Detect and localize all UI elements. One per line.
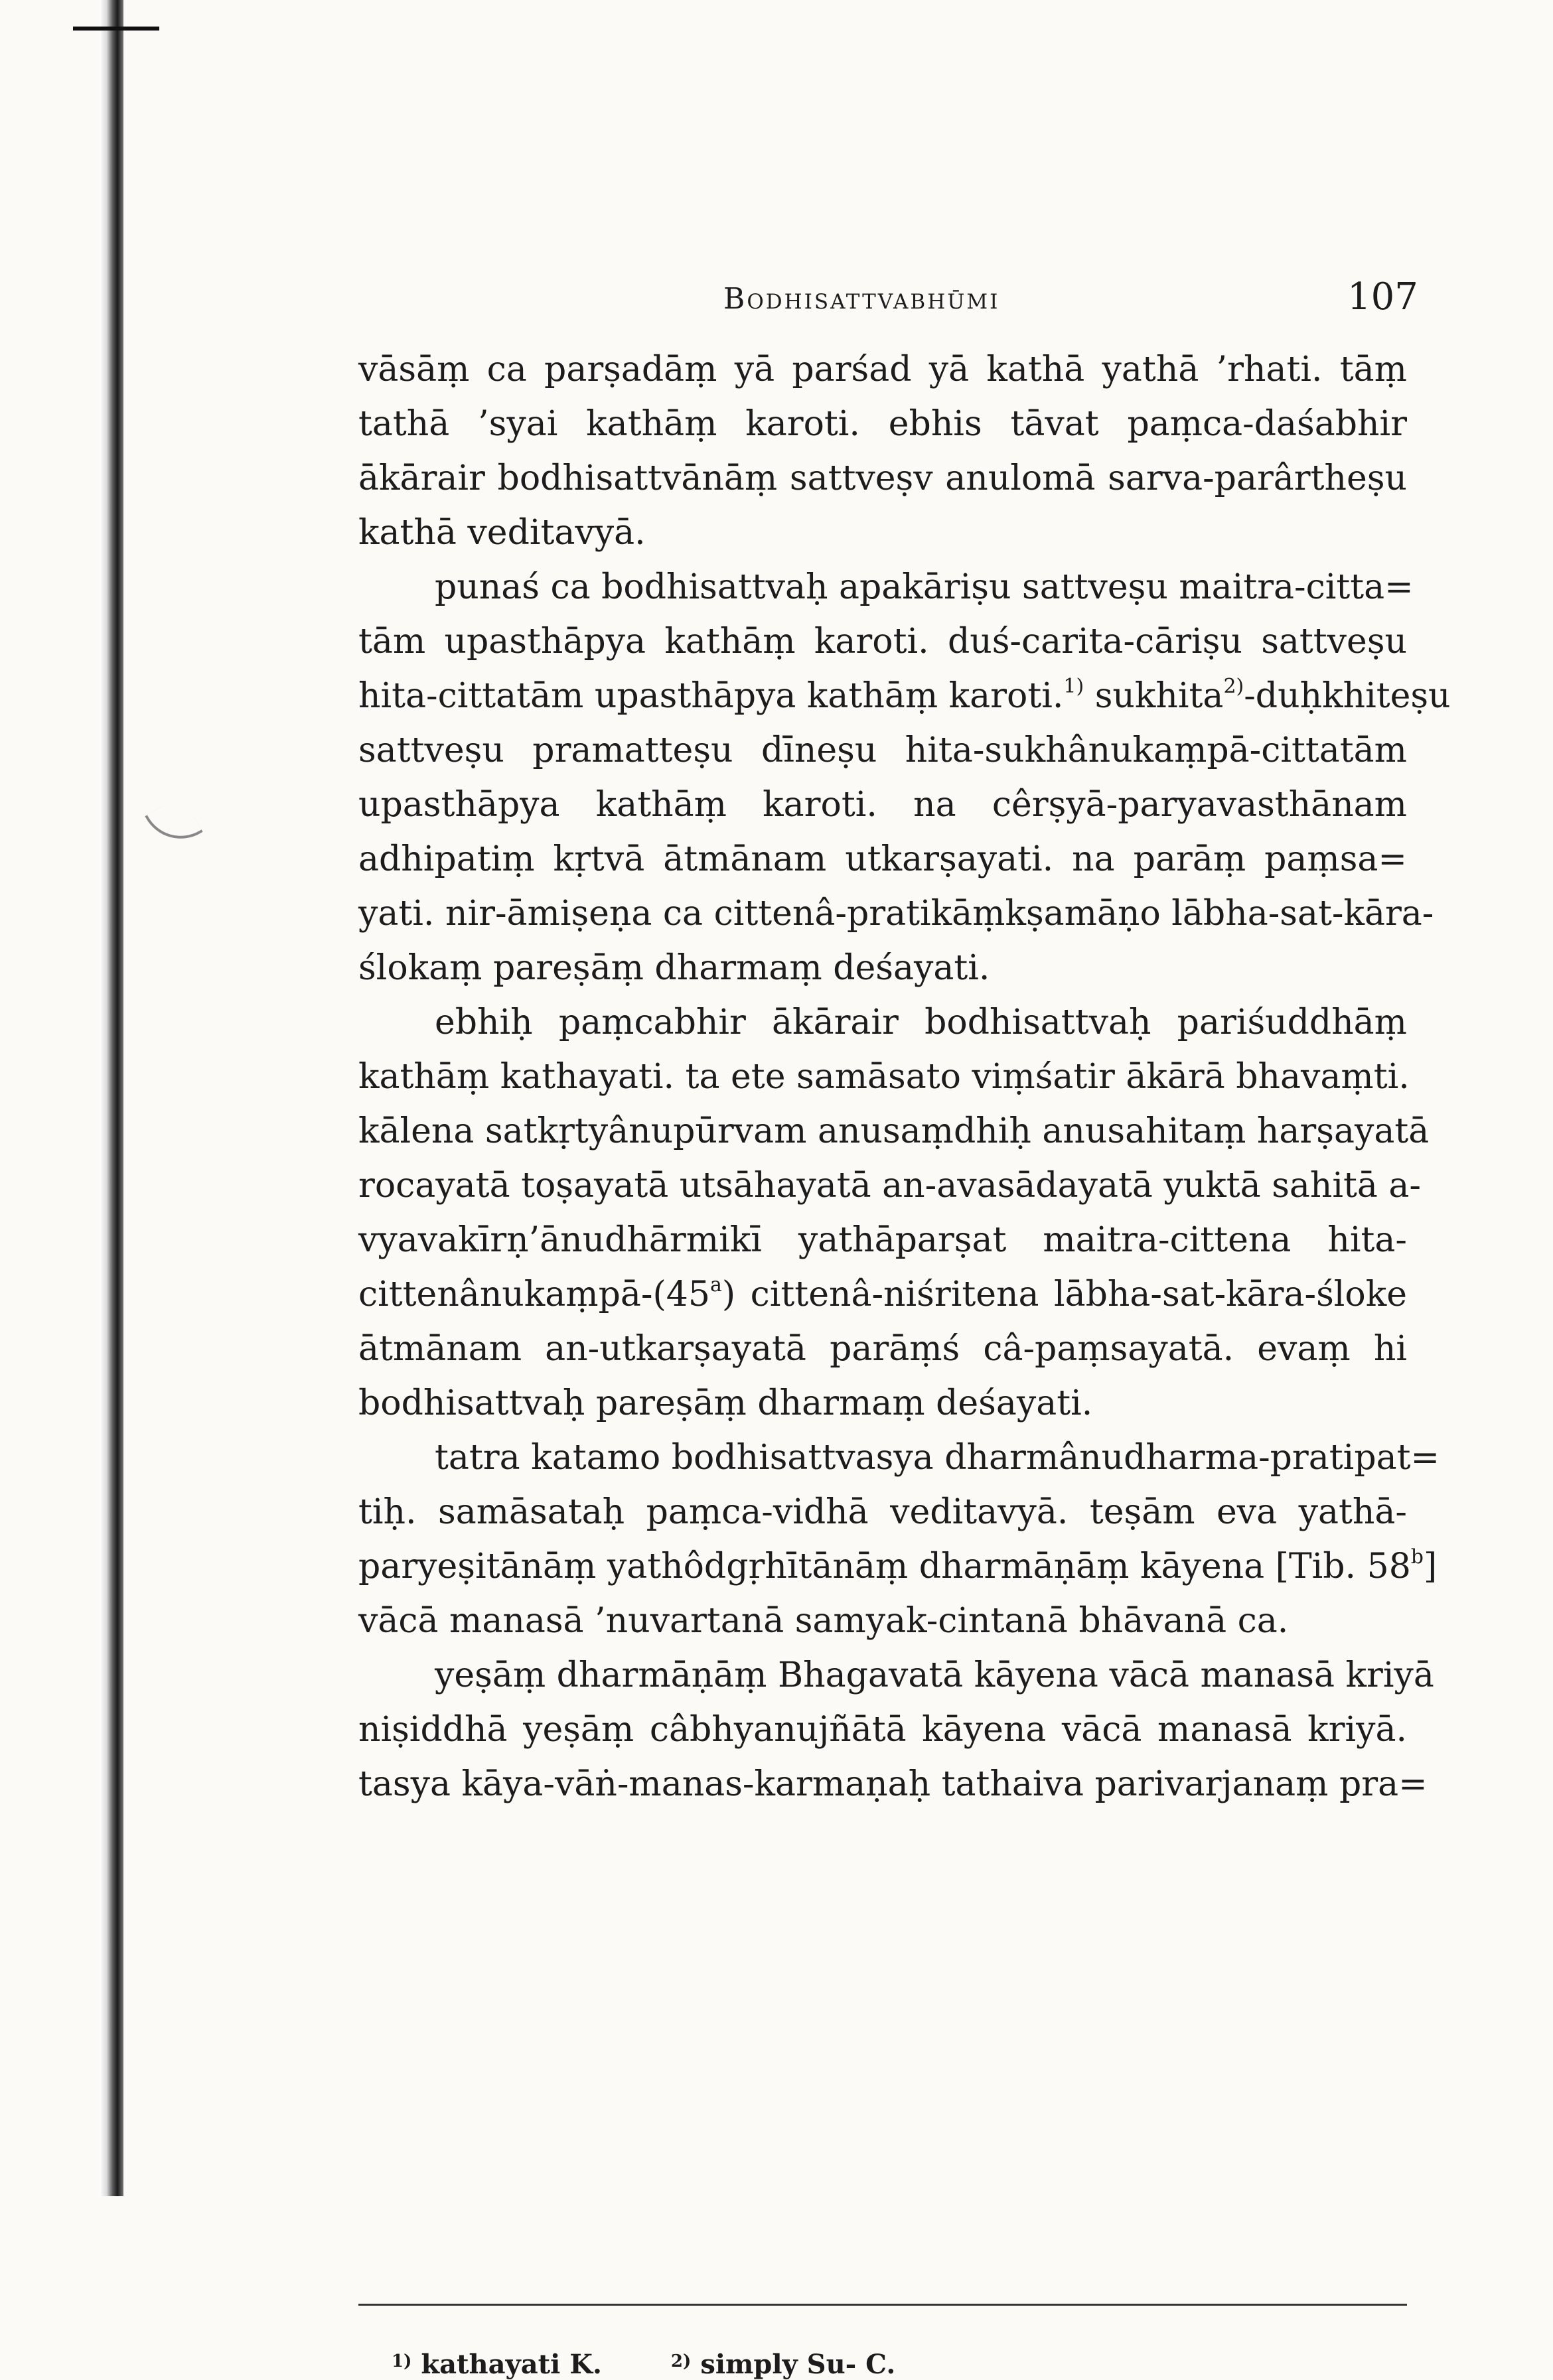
footnote-ref-2: 2) (1223, 675, 1244, 698)
text-line-with-footnotes (358, 669, 1451, 723)
text-segment: cittenânukaṃpā-(45 (358, 1275, 710, 1314)
text-line: rocayatā toṣayatā utsāhayatā an-avasādayatā yuktā sahitā a- (358, 1166, 1422, 1206)
text-line: tām upasthāpya kathāṃ karoti. duś-carita-cāriṣu sattveṣu (358, 622, 1407, 662)
footnote-text: simply Su- C. (700, 2349, 896, 2380)
footnote-ref-1: 1) (1063, 675, 1084, 698)
text-line: yeṣāṃ dharmāṇāṃ Bhagavatā kāyena vācā manasā kriyā (435, 1655, 1434, 1695)
footnote-text: kathayati K. (421, 2349, 602, 2380)
text-line: ākārair bodhisattvānāṃ sattveṣv anulomā sarva-parârtheṣu (358, 458, 1407, 498)
text-line: kathā veditavyā. (358, 513, 646, 553)
footnote-mark: 1) (392, 2351, 412, 2371)
text-segment: paryeṣitānāṃ yathôdgṛhītānāṃ dharmāṇāṃ kāyena [Tib. 58 (358, 1547, 1411, 1586)
text-line: tiḥ. samāsataḥ paṃca-vidhā veditavyā. teṣām eva yathā- (358, 1492, 1407, 1532)
text-segment: sukhita (1084, 676, 1224, 716)
text-line: ātmānam an-utkarṣayatā parāṃś câ-paṃsayatā. evaṃ hi (358, 1329, 1407, 1369)
page-number: 107 (1347, 275, 1418, 318)
text-line: tasya kāya-vāṅ-manas-karmaṇaḥ tathaiva parivarjanaṃ pra= (358, 1764, 1428, 1804)
text-line: tathā ’syai kathāṃ karoti. ebhis tāvat paṃca-daśabhir (358, 404, 1407, 444)
text-line: ślokaṃ pareṣāṃ dharmaṃ deśayati. (358, 948, 990, 988)
text-segment: -duḥkhiteṣu (1244, 676, 1451, 716)
book-binding-shadow (100, 0, 123, 2196)
text-line: kathāṃ kathayati. ta ete samāsato viṃśatir ākārā bhavaṃti. (358, 1057, 1410, 1097)
text-segment: ) cittenâ-niśritena lābha-sat-kāra-śloke (721, 1275, 1407, 1314)
running-head: Bodhisattvabhūmi (723, 282, 1000, 316)
footnote-1 (392, 2349, 602, 2380)
body-text (358, 342, 1451, 1811)
margin-pencil-mark (145, 795, 202, 853)
text-line: vyavakīrṇ’ānudhārmikī yathāparṣat maitra-cittena hita- (358, 1220, 1407, 1260)
footnote-rule (358, 2304, 1407, 2306)
text-line: bodhisattvaḥ pareṣāṃ dharmaṃ deśayati. (358, 1383, 1093, 1423)
text-line: yati. nir-āmiṣeṇa ca cittenâ-pratikāṃkṣamāṇo lābha-sat-kāra- (358, 894, 1434, 934)
folio-sup: a (709, 1273, 722, 1296)
text-line: upasthāpya kathāṃ karoti. na cêrṣyā-paryavasthānam (358, 785, 1407, 825)
folio-sup: b (1410, 1545, 1424, 1569)
text-line: adhipatiṃ kṛtvā ātmānam utkarṣayati. na parāṃ paṃsa= (358, 839, 1407, 879)
text-segment: hita-cittatām upasthāpya kathāṃ karoti. (358, 676, 1064, 716)
footnote-mark: 2) (670, 2351, 692, 2371)
footnote-2 (671, 2349, 895, 2380)
text-line: punaś ca bodhisattvaḥ apakāriṣu sattveṣu maitra-citta= (435, 567, 1414, 607)
text-line-with-sup (358, 1539, 1438, 1594)
text-line: vāsāṃ ca parṣadāṃ yā parśad yā kathā yathā ’rhati. tāṃ (358, 350, 1407, 389)
text-line: vācā manasā ’nuvartanā samyak-cintanā bhāvanā ca. (358, 1601, 1289, 1641)
text-line: ebhiḥ paṃcabhir ākārair bodhisattvaḥ pariśuddhāṃ (435, 1003, 1407, 1042)
footnotes (392, 2349, 955, 2380)
text-line-with-sup (358, 1267, 1407, 1322)
text-line: niṣiddhā yeṣāṃ câbhyanujñātā kāyena vācā manasā kriyā. (358, 1710, 1407, 1750)
text-line: sattveṣu pramatteṣu dīneṣu hita-sukhânukaṃpā-cittatām (358, 731, 1407, 770)
binding-edge-mark (73, 27, 159, 31)
text-line: tatra katamo bodhisattvasya dharmânudharma-pratipat= (435, 1438, 1440, 1478)
text-line: kālena satkṛtyânupūrvam anusaṃdhiḥ anusahitaṃ harṣayatā (358, 1111, 1430, 1151)
text-segment: ] (1424, 1547, 1438, 1586)
